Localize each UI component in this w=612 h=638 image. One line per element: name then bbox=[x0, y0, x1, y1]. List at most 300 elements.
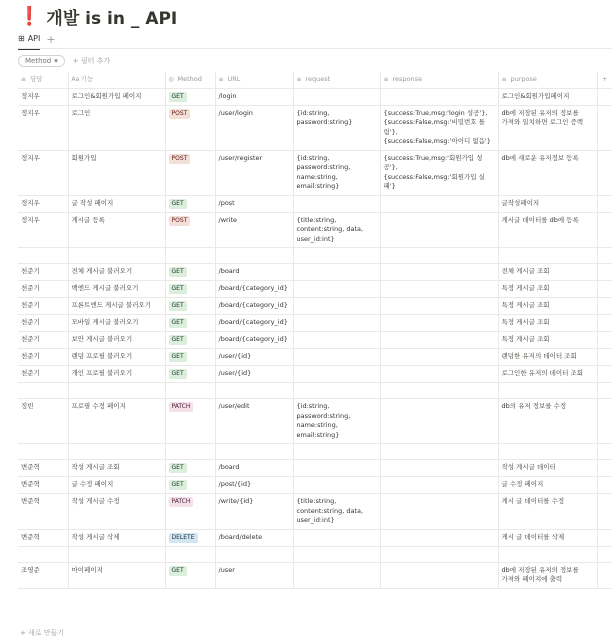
column-header-label: response bbox=[392, 75, 423, 83]
cell-request[interactable] bbox=[293, 494, 380, 530]
page-title-text: 개발 is in _ API bbox=[46, 9, 178, 29]
table-row[interactable] bbox=[18, 332, 612, 349]
cell-url[interactable] bbox=[215, 546, 293, 562]
request-line: user_id:int} bbox=[296, 516, 335, 524]
cell-purpose[interactable] bbox=[498, 366, 597, 383]
cell-url[interactable] bbox=[215, 477, 293, 494]
owner-text: 변준혁 bbox=[21, 532, 40, 541]
table-row[interactable] bbox=[18, 150, 612, 195]
table-row[interactable] bbox=[18, 477, 612, 494]
cell-request[interactable] bbox=[293, 444, 380, 460]
column-type-icon: ◎ bbox=[168, 76, 174, 83]
cell-owner[interactable] bbox=[18, 281, 68, 298]
cell-request[interactable] bbox=[293, 332, 380, 349]
cell-purpose[interactable] bbox=[498, 349, 597, 366]
cell-feature[interactable] bbox=[68, 315, 165, 332]
owner-text: 정지우 bbox=[21, 198, 40, 207]
url-text: /board/delete bbox=[218, 532, 263, 541]
table-row[interactable] bbox=[18, 298, 612, 315]
cell-method[interactable] bbox=[165, 212, 215, 248]
cell-response[interactable] bbox=[380, 562, 498, 588]
cell-feature[interactable] bbox=[68, 150, 165, 195]
cell-owner[interactable] bbox=[18, 88, 68, 105]
url-text: /post bbox=[218, 198, 235, 207]
cell-response[interactable] bbox=[380, 298, 498, 315]
owner-text: 변준혁 bbox=[21, 480, 40, 488]
cell-response[interactable] bbox=[380, 349, 498, 366]
cell-feature[interactable] bbox=[68, 264, 165, 281]
method-tag: GET bbox=[169, 199, 187, 209]
cell-owner[interactable] bbox=[18, 477, 68, 494]
cell-method[interactable] bbox=[165, 195, 215, 212]
table-row[interactable] bbox=[18, 248, 612, 264]
cell-owner[interactable] bbox=[18, 460, 68, 477]
cell-url[interactable] bbox=[215, 315, 293, 332]
cell-spacer bbox=[597, 477, 612, 494]
cell-response[interactable] bbox=[380, 88, 498, 105]
cell-spacer bbox=[597, 546, 612, 562]
table-row[interactable] bbox=[18, 562, 612, 588]
cell-url[interactable] bbox=[215, 366, 293, 383]
cell-owner[interactable] bbox=[18, 399, 68, 444]
cell-owner[interactable] bbox=[18, 298, 68, 315]
method-tag: GET bbox=[169, 301, 187, 311]
cell-url[interactable] bbox=[215, 494, 293, 530]
cell-purpose[interactable] bbox=[498, 212, 597, 248]
cell-url[interactable] bbox=[215, 298, 293, 315]
cell-feature[interactable] bbox=[68, 383, 165, 399]
cell-request[interactable] bbox=[293, 315, 380, 332]
cell-spacer bbox=[597, 366, 612, 383]
cell-purpose[interactable] bbox=[498, 562, 597, 588]
cell-purpose[interactable] bbox=[498, 332, 597, 349]
cell-purpose[interactable] bbox=[498, 399, 597, 444]
cell-spacer bbox=[597, 105, 612, 150]
cell-method[interactable] bbox=[165, 494, 215, 530]
cell-feature[interactable] bbox=[68, 494, 165, 530]
cell-owner[interactable] bbox=[18, 444, 68, 460]
add-view-button[interactable]: + bbox=[46, 33, 56, 46]
cell-spacer bbox=[597, 248, 612, 264]
column-header-purpose[interactable] bbox=[498, 72, 597, 88]
cell-purpose[interactable] bbox=[498, 281, 597, 298]
table-row[interactable] bbox=[18, 88, 612, 105]
owner-text: 징빈 bbox=[21, 402, 34, 410]
purpose-line: 작성 게시글 데이터 bbox=[501, 463, 556, 471]
url-text: /board bbox=[218, 463, 240, 471]
method-tag: GET bbox=[169, 566, 187, 576]
url-text: /post/{id} bbox=[218, 480, 252, 488]
cell-response[interactable] bbox=[380, 399, 498, 444]
cell-request[interactable] bbox=[293, 529, 380, 546]
response-line: 공'}, bbox=[383, 163, 398, 171]
cell-purpose[interactable] bbox=[498, 444, 597, 460]
cell-method[interactable] bbox=[165, 460, 215, 477]
purpose-line: 랜덤한 유저의 데이터 조회 bbox=[501, 352, 577, 360]
table-row[interactable] bbox=[18, 494, 612, 530]
cell-spacer bbox=[597, 281, 612, 298]
response-line: {success:True,msg:'login 성공'}, bbox=[383, 108, 488, 117]
cell-feature[interactable] bbox=[68, 195, 165, 212]
cell-request[interactable] bbox=[293, 248, 380, 264]
owner-text: 변준혁 bbox=[21, 463, 40, 471]
column-header-request[interactable] bbox=[293, 72, 380, 88]
cell-spacer bbox=[597, 264, 612, 281]
cell-feature[interactable] bbox=[68, 298, 165, 315]
cell-spacer bbox=[597, 332, 612, 349]
purpose-line: db에 새로운 유저정보 등록 bbox=[501, 153, 579, 162]
cell-response[interactable] bbox=[380, 105, 498, 150]
cell-response[interactable] bbox=[380, 366, 498, 383]
purpose-line: 게시 글 데이터를 삭제 bbox=[501, 532, 565, 541]
owner-text: 변준혁 bbox=[21, 497, 40, 505]
column-type-icon: ≡ bbox=[296, 76, 302, 83]
cell-owner[interactable] bbox=[18, 195, 68, 212]
table-row[interactable] bbox=[18, 281, 612, 298]
new-row-button[interactable]: + 새로 만들기 bbox=[20, 629, 65, 637]
cell-response[interactable] bbox=[380, 264, 498, 281]
owner-text: 천준기 bbox=[21, 369, 40, 377]
purpose-line: 특정 게시글 조회 bbox=[501, 335, 550, 343]
cell-purpose[interactable] bbox=[498, 264, 597, 281]
cell-feature[interactable] bbox=[68, 281, 165, 298]
cell-method[interactable] bbox=[165, 332, 215, 349]
cell-feature[interactable] bbox=[68, 332, 165, 349]
column-header-url[interactable] bbox=[215, 72, 293, 88]
cell-method[interactable] bbox=[165, 315, 215, 332]
cell-request[interactable] bbox=[293, 460, 380, 477]
cell-url[interactable] bbox=[215, 212, 293, 248]
chevron-down-icon: ▾ bbox=[54, 57, 58, 65]
cell-request[interactable] bbox=[293, 212, 380, 248]
add-filter-button[interactable]: + 필터 추가 bbox=[72, 57, 111, 65]
cell-feature[interactable] bbox=[68, 399, 165, 444]
cell-url[interactable] bbox=[215, 88, 293, 105]
cell-url[interactable] bbox=[215, 562, 293, 588]
table-row[interactable] bbox=[18, 529, 612, 546]
cell-method[interactable] bbox=[165, 366, 215, 383]
owner-text: 천준기 bbox=[21, 267, 40, 275]
api-table bbox=[18, 72, 612, 589]
owner-text: 천준기 bbox=[21, 301, 40, 309]
purpose-line: 글 수정 페이지 bbox=[501, 480, 544, 488]
cell-response[interactable] bbox=[380, 529, 498, 546]
feature-text: 전체 게시글 불러오기 bbox=[71, 267, 133, 275]
cell-response[interactable] bbox=[380, 195, 498, 212]
cell-purpose[interactable] bbox=[498, 105, 597, 150]
cell-feature[interactable] bbox=[68, 349, 165, 366]
owner-text: 천준기 bbox=[21, 318, 40, 326]
feature-text: 회원가입 bbox=[71, 153, 97, 162]
request-line: name:string, bbox=[296, 172, 338, 181]
cell-owner[interactable] bbox=[18, 212, 68, 248]
column-header-method[interactable] bbox=[165, 72, 215, 88]
owner-text: 정지우 bbox=[21, 108, 40, 117]
cell-feature[interactable] bbox=[68, 88, 165, 105]
cell-feature[interactable] bbox=[68, 248, 165, 264]
cell-url[interactable] bbox=[215, 105, 293, 150]
request-line: {id:string, bbox=[296, 153, 330, 162]
cell-method[interactable] bbox=[165, 88, 215, 105]
cell-request[interactable] bbox=[293, 281, 380, 298]
owner-text: 정지우 bbox=[21, 153, 40, 162]
cell-request[interactable] bbox=[293, 399, 380, 444]
method-tag: GET bbox=[169, 335, 187, 345]
cell-purpose[interactable] bbox=[498, 315, 597, 332]
cell-method[interactable] bbox=[165, 349, 215, 366]
feature-text: 로그인&회원가입 페이지 bbox=[71, 91, 142, 100]
purpose-line: db에 저장된 유저의 정보를 bbox=[501, 108, 579, 117]
tabs-divider bbox=[18, 48, 612, 49]
cell-spacer bbox=[597, 383, 612, 399]
cell-owner[interactable] bbox=[18, 332, 68, 349]
column-type-icon: ≡ bbox=[21, 76, 27, 83]
column-header-response[interactable] bbox=[380, 72, 498, 88]
cell-method[interactable] bbox=[165, 562, 215, 588]
cell-response[interactable] bbox=[380, 444, 498, 460]
column-header-label: purpose bbox=[510, 75, 537, 83]
cell-request[interactable] bbox=[293, 195, 380, 212]
feature-text: 글 수정 페이지 bbox=[71, 480, 114, 488]
cell-feature[interactable] bbox=[68, 444, 165, 460]
cell-owner[interactable] bbox=[18, 349, 68, 366]
owner-text: 정지우 bbox=[21, 215, 40, 224]
cell-purpose[interactable] bbox=[498, 298, 597, 315]
cell-response[interactable] bbox=[380, 248, 498, 264]
cell-feature[interactable] bbox=[68, 477, 165, 494]
cell-url[interactable] bbox=[215, 281, 293, 298]
column-header-label: 담당 bbox=[30, 75, 43, 83]
table-row[interactable] bbox=[18, 212, 612, 248]
table-row[interactable] bbox=[18, 315, 612, 332]
cell-spacer bbox=[597, 298, 612, 315]
cell-method[interactable] bbox=[165, 444, 215, 460]
method-filter-pill[interactable] bbox=[18, 55, 65, 67]
cell-request[interactable] bbox=[293, 264, 380, 281]
cell-request[interactable] bbox=[293, 105, 380, 150]
feature-text: 랜덤 프로필 불러오기 bbox=[71, 352, 133, 360]
column-header-label: request bbox=[305, 75, 331, 83]
feature-text: 작성 게시글 삭제 bbox=[71, 532, 120, 541]
column-header-label: URL bbox=[227, 75, 241, 83]
cell-owner[interactable] bbox=[18, 366, 68, 383]
filter-bar bbox=[18, 55, 110, 67]
cell-method[interactable] bbox=[165, 248, 215, 264]
cell-spacer bbox=[597, 529, 612, 546]
method-tag: GET bbox=[169, 267, 187, 277]
cell-url[interactable] bbox=[215, 349, 293, 366]
cell-request[interactable] bbox=[293, 477, 380, 494]
cell-owner[interactable] bbox=[18, 562, 68, 588]
feature-text: 백엔드 게시글 불러오기 bbox=[71, 284, 139, 292]
owner-text: 정지우 bbox=[21, 91, 40, 100]
cell-purpose[interactable] bbox=[498, 88, 597, 105]
table-row[interactable] bbox=[18, 105, 612, 150]
table-row[interactable] bbox=[18, 546, 612, 562]
cell-purpose[interactable] bbox=[498, 529, 597, 546]
cell-owner[interactable] bbox=[18, 315, 68, 332]
purpose-line: db에 저장된 유저의 정보를 bbox=[501, 565, 579, 574]
table-row[interactable] bbox=[18, 399, 612, 444]
purpose-line: 특정 게시글 조회 bbox=[501, 318, 550, 326]
cell-spacer bbox=[597, 150, 612, 195]
cell-method[interactable] bbox=[165, 150, 215, 195]
cell-method[interactable] bbox=[165, 383, 215, 399]
cell-method[interactable] bbox=[165, 281, 215, 298]
owner-text: 천준기 bbox=[21, 352, 40, 360]
method-tag: GET bbox=[169, 92, 187, 102]
request-line: email:string} bbox=[296, 182, 340, 190]
cell-url[interactable] bbox=[215, 460, 293, 477]
cell-method[interactable] bbox=[165, 546, 215, 562]
method-tag: GET bbox=[169, 463, 187, 473]
feature-text: 프로필 수정 페이지 bbox=[71, 402, 126, 410]
cell-request[interactable] bbox=[293, 562, 380, 588]
column-header-label: 기능 bbox=[80, 75, 94, 83]
purpose-line: db의 유저 정보를 수정 bbox=[501, 402, 567, 410]
cell-request[interactable] bbox=[293, 88, 380, 105]
purpose-line: 특정 게시글 조회 bbox=[501, 301, 550, 309]
cell-response[interactable] bbox=[380, 212, 498, 248]
request-line: user_id:int} bbox=[296, 234, 335, 243]
cell-feature[interactable] bbox=[68, 366, 165, 383]
page-title bbox=[18, 4, 177, 29]
cell-feature[interactable] bbox=[68, 460, 165, 477]
cell-feature[interactable] bbox=[68, 546, 165, 562]
cell-feature[interactable] bbox=[68, 529, 165, 546]
method-tag: POST bbox=[169, 216, 191, 226]
add-column-button[interactable]: + bbox=[597, 72, 612, 88]
cell-method[interactable] bbox=[165, 298, 215, 315]
cell-url[interactable] bbox=[215, 529, 293, 546]
feature-text: 모바일 게시글 불러오기 bbox=[71, 318, 139, 326]
table-row[interactable] bbox=[18, 264, 612, 281]
cell-request[interactable] bbox=[293, 546, 380, 562]
cell-url[interactable] bbox=[215, 150, 293, 195]
cell-spacer bbox=[597, 88, 612, 105]
purpose-line: 전체 게시글 조회 bbox=[501, 267, 550, 275]
cell-url[interactable] bbox=[215, 444, 293, 460]
cell-response[interactable] bbox=[380, 315, 498, 332]
feature-text: 로그인 bbox=[71, 108, 91, 117]
cell-url[interactable] bbox=[215, 264, 293, 281]
table-row[interactable] bbox=[18, 195, 612, 212]
response-line: {success:False,msg:'아이디 없음'} bbox=[383, 137, 491, 145]
cell-purpose[interactable] bbox=[498, 383, 597, 399]
column-type-icon: ≡ bbox=[501, 76, 507, 83]
cell-feature[interactable] bbox=[68, 105, 165, 150]
request-line: content:string, data, bbox=[296, 506, 364, 515]
feature-text: 개인 프로필 불러오기 bbox=[71, 369, 133, 377]
request-line: {title:string, bbox=[296, 497, 337, 505]
feature-text: 작성 게시글 수정 bbox=[71, 497, 120, 505]
cell-purpose[interactable] bbox=[498, 494, 597, 530]
cell-url[interactable] bbox=[215, 332, 293, 349]
cell-request[interactable] bbox=[293, 383, 380, 399]
cell-owner[interactable] bbox=[18, 264, 68, 281]
feature-text: 보안 게시글 불러오기 bbox=[71, 335, 133, 343]
purpose-line: 특정 게시글 조회 bbox=[501, 284, 550, 292]
url-text: /board/{category_id} bbox=[218, 318, 288, 326]
cell-feature[interactable] bbox=[68, 212, 165, 248]
column-header-owner[interactable] bbox=[18, 72, 68, 88]
method-tag: GET bbox=[169, 480, 187, 490]
cell-owner[interactable] bbox=[18, 150, 68, 195]
request-line: password:string, bbox=[296, 411, 351, 420]
table-row[interactable] bbox=[18, 349, 612, 366]
cell-purpose[interactable] bbox=[498, 546, 597, 562]
cell-url[interactable] bbox=[215, 383, 293, 399]
cell-request[interactable] bbox=[293, 366, 380, 383]
method-tag: PATCH bbox=[169, 402, 194, 412]
url-text: /user/register bbox=[218, 153, 263, 162]
cell-response[interactable] bbox=[380, 494, 498, 530]
cell-response[interactable] bbox=[380, 332, 498, 349]
cell-request[interactable] bbox=[293, 298, 380, 315]
cell-response[interactable] bbox=[380, 477, 498, 494]
cell-owner[interactable] bbox=[18, 546, 68, 562]
cell-response[interactable] bbox=[380, 546, 498, 562]
cell-url[interactable] bbox=[215, 195, 293, 212]
cell-method[interactable] bbox=[165, 529, 215, 546]
request-line: {id:string, bbox=[296, 108, 330, 117]
request-line: password:string, bbox=[296, 163, 351, 171]
cell-method[interactable] bbox=[165, 105, 215, 150]
cell-owner[interactable] bbox=[18, 529, 68, 546]
table-row[interactable] bbox=[18, 383, 612, 399]
table-header-row bbox=[18, 72, 612, 88]
response-line: {success:False,msg:'회원가입 실패'} bbox=[383, 172, 485, 190]
url-text: /board/{category_id} bbox=[218, 301, 288, 309]
column-header-label: Method bbox=[177, 75, 202, 83]
cell-response[interactable] bbox=[380, 460, 498, 477]
cell-request[interactable] bbox=[293, 150, 380, 195]
cell-owner[interactable] bbox=[18, 248, 68, 264]
response-line: 림'}, bbox=[383, 127, 398, 136]
table-row[interactable] bbox=[18, 460, 612, 477]
cell-owner[interactable] bbox=[18, 494, 68, 530]
cell-owner[interactable] bbox=[18, 383, 68, 399]
method-tag: PATCH bbox=[169, 497, 194, 507]
cell-request[interactable] bbox=[293, 349, 380, 366]
method-tag: GET bbox=[169, 352, 187, 362]
method-tag: POST bbox=[169, 154, 191, 164]
column-header-feature[interactable] bbox=[68, 72, 165, 88]
owner-text: 조영준 bbox=[21, 565, 40, 574]
cell-owner[interactable] bbox=[18, 105, 68, 150]
cell-response[interactable] bbox=[380, 383, 498, 399]
cell-url[interactable] bbox=[215, 248, 293, 264]
cell-purpose[interactable] bbox=[498, 460, 597, 477]
table-row[interactable] bbox=[18, 444, 612, 460]
cell-response[interactable] bbox=[380, 281, 498, 298]
filter-pill-label: Method bbox=[25, 57, 52, 65]
cell-purpose[interactable] bbox=[498, 477, 597, 494]
cell-method[interactable] bbox=[165, 264, 215, 281]
cell-method[interactable] bbox=[165, 477, 215, 494]
cell-purpose[interactable] bbox=[498, 195, 597, 212]
cell-purpose[interactable] bbox=[498, 248, 597, 264]
cell-feature[interactable] bbox=[68, 562, 165, 588]
method-tag: DELETE bbox=[169, 533, 198, 543]
purpose-line: 글작성페이지 bbox=[501, 198, 540, 207]
cell-url[interactable] bbox=[215, 399, 293, 444]
cell-purpose[interactable] bbox=[498, 150, 597, 195]
url-text: /board bbox=[218, 267, 240, 275]
cell-response[interactable] bbox=[380, 150, 498, 195]
table-row[interactable] bbox=[18, 366, 612, 383]
cell-method[interactable] bbox=[165, 399, 215, 444]
